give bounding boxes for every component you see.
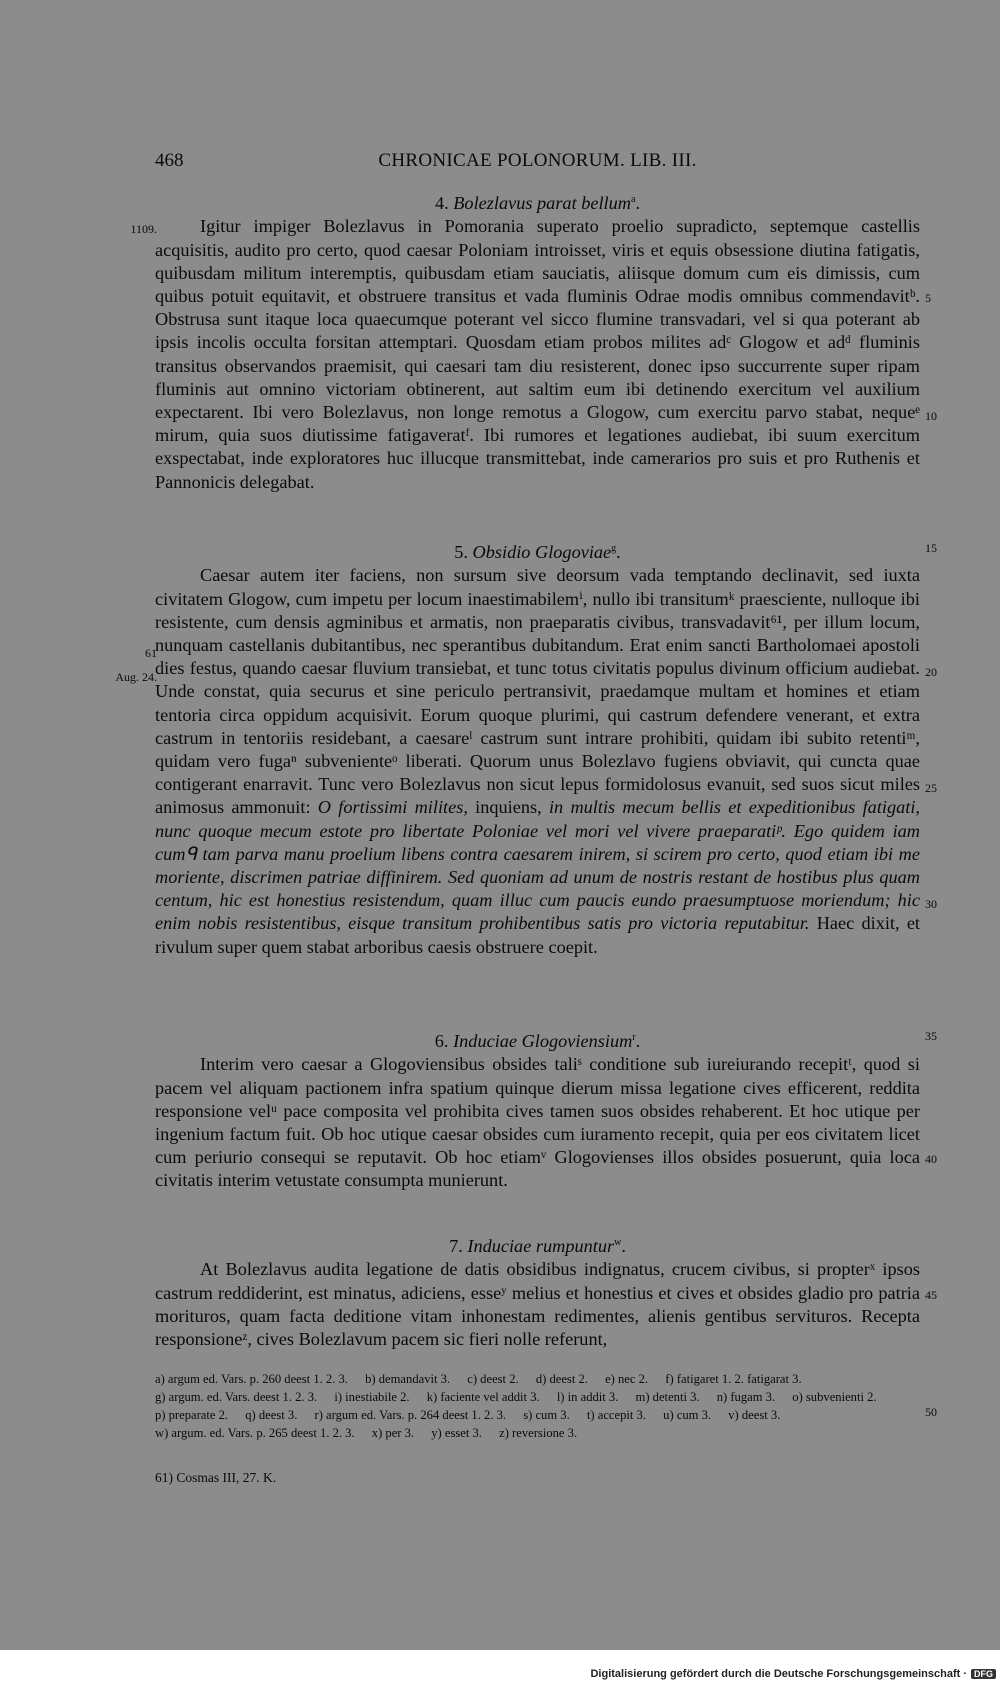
footnote-ref: r	[632, 1032, 636, 1043]
footnote: q) deest 3.	[245, 1408, 298, 1422]
line-number: 50	[925, 1405, 937, 1419]
footnote: z) reversione 3.	[499, 1426, 578, 1440]
running-head	[155, 150, 920, 180]
section-6	[155, 1026, 920, 1193]
footnote: y) esset 3.	[431, 1426, 482, 1440]
paragraph: Interim vero caesar a Glogoviensibus obsides taliˢ conditione sub iureiurando recepitᵗ, quod si pacem vel aliquam pactionem infra spatium quinque dierum missa legatione cives efficerent, reddita responsione velᵘ pace composita vel prohibita cives tamen suos obsides rehaberent. Et hoc utique per ingenium factum fuit. Ob hoc utique caesar obsides cum iuramento recepit, quia per eos civitatem licet cum periurio consequi se reputavit. Ob hoc etiamᵛ Glogovienses illos obsides posuerunt, quia loca civitatis interim vetustate consumpta munierunt.	[155, 1054, 920, 1191]
section-4	[155, 188, 920, 494]
footnote: f) fatigaret 1. 2. fatigarat 3.	[665, 1372, 802, 1386]
footnote: s) cum 3.	[523, 1408, 570, 1422]
margin-year: 1109.	[130, 222, 157, 236]
footnote: e) nec 2.	[605, 1372, 649, 1386]
footnote: r) argum ed. Vars. p. 264 deest 1. 2. 3.	[314, 1408, 507, 1422]
section-heading: 6. Induciae Glogoviensium$^r$.	[434, 1031, 641, 1052]
footnote-ref: g	[611, 543, 617, 554]
line-number: 20	[925, 665, 937, 679]
speech-text: in multis mecum bellis et expeditionibus fatigati, nunc quoque mecum estote pro libertate Poloniae vel mori vel vivere praeparatiᵖ. Ego quidem iam cumᑫ tam parva manu proelium libens contra caesarem inirem, si scirem pro certo, quod etiam ibi me moriente, discrimen patriae diffinirem. Sed quoniam ad unum de nostris restant de hostibus plus quam centum, hic est honestius resistendum, quam illuc cum paucis eundo praesumptuose moriendum; hic enim nobis resistentibus, eisque transitum prohibentibus satis pro victoria reputabitur.	[155, 797, 920, 934]
footnote: k) faciente vel addit 3.	[426, 1390, 540, 1404]
page-number: 468	[155, 150, 184, 171]
footnote: p) preparate 2.	[155, 1408, 229, 1422]
source-footnote: 61) Cosmas III, 27. K.	[155, 1470, 277, 1485]
footnote: l) in addit 3.	[556, 1390, 619, 1404]
line-number: 25	[925, 781, 937, 795]
footnote: i) inestiabile 2.	[334, 1390, 410, 1404]
footnote: x) per 3.	[371, 1426, 415, 1440]
section-heading-title: Obsidio Glogoviae	[472, 542, 612, 563]
footnote: o) subvenienti 2.	[792, 1390, 877, 1404]
footnote-ref: a	[630, 194, 636, 205]
paragraph: Igitur impiger Bolezlavus in Pomorania superato proelio supradicto, septemque castellis acquisitis, audito pro certo, quod caesar Poloniam introisset, viris et equis obsessione diutina fatigatis, quibusdam militum interemptis, quibusdam etiam sauciatis, aliisque domum cum eis dimissis, cum quibus potuit equitavit, et obstruere transitus et vada fluminis Odrae modis omnibus commendavitᵇ. Obstrusa sunt itaque loca quaecumque poterant vel sicco flumine transvadari, vel si qua poterant ab ipsis incolis occulta forsitan attemptari. Quosdam etiam probos milites adᶜ Glogow et adᵈ fluminis transitus observandos praemisit, qui caesari tam diu resisterent, donec ipso succurrente super ripam fluminis aut omnino victoriam obtinerent, aut saltim eum ibi detinendo exercitum vel auxilium expectarent. Ibi vero Bolezlavus, non longe remotus a Glogow, cum exercitu parvo stabat, nequeᵉ mirum, quia suos diutissime fatigaveratᶠ. Ibi rumores et legationes audiebat, ibi suum exercitum exspectabat, inde exploratores huc illucque transmittebat, inde camerarios pro suis et pro Ruthenis et Pannonicis delegabat.	[155, 216, 920, 492]
footnote: t) accepit 3.	[586, 1408, 646, 1422]
footnote: u) cum 3.	[663, 1408, 712, 1422]
running-title: CHRONICAE POLONORUM. LIB. III.	[378, 150, 697, 171]
footnotes	[155, 1370, 925, 1442]
footnote: b) demandavit 3.	[365, 1372, 451, 1386]
margin-date: Aug. 24.	[115, 670, 157, 684]
footnote-ref: w	[614, 1237, 622, 1248]
line-number: 15	[925, 541, 937, 555]
footnote: v) deest 3.	[728, 1408, 781, 1422]
section-heading-title: Induciae rumpuntur	[467, 1236, 615, 1257]
line-number: 45	[925, 1288, 937, 1302]
digitization-credit	[590, 1668, 996, 1680]
section-5	[155, 537, 920, 959]
line-number: 10	[925, 409, 937, 423]
section-heading-title: Induciae Glogoviensium	[453, 1031, 633, 1052]
margin-note-61: 61	[145, 646, 157, 660]
line-number: 5	[925, 291, 931, 305]
section-heading: 7. Induciae rumpuntur$^w$.	[449, 1236, 626, 1257]
footnote: c) deest 2.	[467, 1372, 519, 1386]
speech-text: O fortissimi milites,	[317, 797, 468, 818]
section-heading: 5. Obsidio Glogoviae$^g$.	[454, 542, 621, 563]
paragraph: At Bolezlavus audita legatione de datis obsidibus indignatus, crucem civibus, si propterˣ ipsos castrum reddiderint, est minatus, adiciens, esseʸ melius et honestius et cives et obsides gladio pro patria morituros, quam facta deditione vitam inhonestam redimentes, alienis gentibus servituros. Recepta responsioneᶻ, cives Bolezlavum pacem sic fieri nolle referunt,	[155, 1259, 920, 1349]
paragraph: Caesar autem iter faciens, non sursum sive deorsum vada temptando declinavit, sed iuxta civitatem Glogow, cum impetu per locum inaestimabilemⁱ, nullo ibi transitumᵏ praesciente, nulloque ibi resistente, cum densis agminibus et armatis, non praeparatis civibus, transvadavit⁶¹, per illum locum, nunquam castellanis dubitantibus, nec sperantibus dubitandum. Erat enim sancti Bartholomaei apostoli dies festus, quando caesar fluvium transiebat, et tunc totus civitatis populus divinum officium audiebat. Unde constat, quia securus et sine periculo pertransivit, praedamque multam et homines et etiam tentoria circa oppidum acquisivit. Eorum quoque plurimi, qui castrum defendere venerant, et extra castrum in tentoriis residebant, a caesareˡ castrum sunt intrare prohibiti, quidam ibi subito retentiᵐ, quidam vero fugaⁿ subvenienteᵒ liberati. Quorum unus Bolezlavo fugiens obviavit, qui cuncta quae contigerant enarravit. Tunc vero Bolezlavus non sicut lepus formidolosus evanuit, sed suos sicut miles animosus ammonuit: O fortissimi milites, inquiens, in multis mecum bellis et expeditionibus fatigati, nunc quoque mecum estote pro libertate Poloniae vel mori vel vivere praeparatiᵖ. Ego quidem iam cumᑫ tam parva manu proelium libens contra caesarem inirem, si scirem pro certo, quod etiam ibi me moriente, discrimen patriae diffinirem. Sed quoniam ad unum de nostris restant de hostibus plus quam centum, hic est honestius resistendum, quam illuc cum paucis eundo praesumptuose moriendum; hic enim nobis resistentibus, eisque transitum prohibentibus satis pro victoria reputabitur. Haec dixit, et rivulum super quem stabat arboribus caesis obstruere coepit.	[155, 565, 921, 957]
dfg-logo: DFG	[971, 1669, 996, 1679]
line-number: 40	[925, 1152, 937, 1166]
footnote: g) argum. ed. Vars. deest 1. 2. 3.	[155, 1390, 318, 1404]
footnote: m) detenti 3.	[635, 1390, 700, 1404]
section-7	[155, 1231, 920, 1351]
section-heading: 4. Bolezlavus parat bellum$^a$.	[434, 193, 641, 214]
footnote: w) argum. ed. Vars. p. 265 deest 1. 2. 3.	[155, 1426, 355, 1440]
footnote: n) fugam 3.	[716, 1390, 776, 1404]
section-heading-title: Bolezlavus parat bellum	[453, 193, 631, 214]
footnote: a) argum ed. Vars. p. 260 deest 1. 2. 3.	[155, 1372, 348, 1386]
credit-text: Digitalisierung gefördert durch die Deutsche Forschungsgemeinschaft ·	[590, 1668, 967, 1680]
footnote: d) deest 2.	[535, 1372, 588, 1386]
line-number: 30	[925, 897, 937, 911]
line-number: 35	[925, 1029, 937, 1043]
